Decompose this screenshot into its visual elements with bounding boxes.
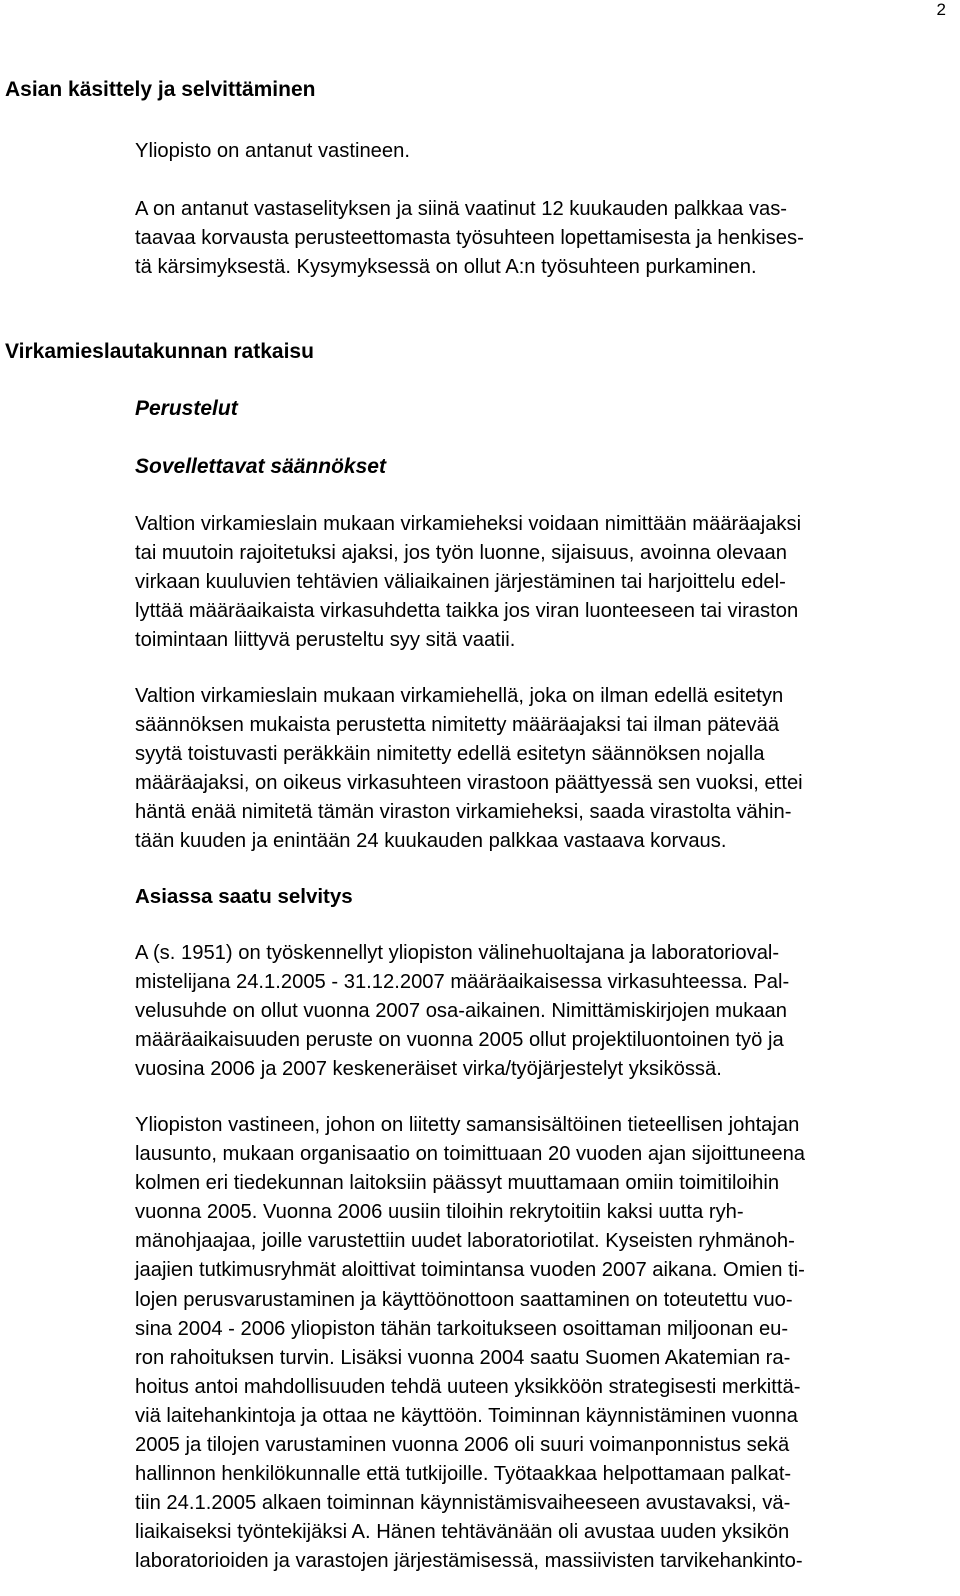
- text-line: säännöksen mukaista perustetta nimitetty määräajaksi tai ilman pätevää: [135, 714, 780, 737]
- text-line: ron rahoituksen turvin. Lisäksi vuonna 2004 saatu Suomen Akatemian ra-: [135, 1346, 791, 1369]
- paragraph-decision-2: [135, 682, 950, 857]
- text-line: lausunto, mukaan organisaatio on toimittuaan 20 vuoden ajan sijoittuneena: [135, 1143, 806, 1166]
- paragraph-decision-3: [135, 939, 950, 1084]
- text-line: vuosina 2006 ja 2007 keskeneräiset virka/työjärjestelyt yksikössä.: [135, 1058, 722, 1081]
- text-line: Yliopiston vastineen, johon on liitetty samansisältöinen tieteellisen johtajan: [135, 1114, 800, 1136]
- text-line: mänohjaajaa, joille varustettiin uudet laboratoriotilat. Kyseisten ryhmänoh-: [135, 1230, 795, 1253]
- text-line: määräajaksi, on oikeus virkasuhteen virastoon päättyessä sen vuoksi, ettei: [135, 772, 803, 795]
- paragraph-handling-1: [135, 137, 950, 166]
- page-number: 2: [936, 0, 946, 19]
- text-line: 2005 ja tilojen varustaminen vuonna 2006 oli suuri voimanponnistus sekä: [135, 1434, 790, 1457]
- section-heading-handling: Asian käsittely ja selvittäminen: [5, 78, 316, 101]
- text-line: lojen perusvarustaminen ja käyttöönottoon saattaminen on toteutettu vuo-: [135, 1288, 793, 1311]
- text-line: laboratorioiden ja varastojen järjestämisessä, massiivisten tarvikehankinto-: [135, 1550, 803, 1573]
- paragraph-decision-1: [135, 510, 950, 655]
- text-line: hoitus antoi mahdollisuuden tehdä uuteen yksikköön strategisesti merkittä-: [135, 1375, 801, 1398]
- text-line: Valtion virkamieslain mukaan virkamieheksi voidaan nimittään määräajaksi: [135, 513, 802, 535]
- text-line: lyttää määräaikaista virkasuhdetta taikka jos viran luonteeseen tai viraston: [135, 600, 799, 623]
- paragraph-handling-2: [135, 195, 950, 282]
- subheading-applicable-rules: Sovellettavat säännökset: [135, 455, 386, 478]
- text-line: sina 2004 - 2006 yliopiston tähän tarkoitukseen osoittaman miljoonan eu-: [135, 1317, 789, 1340]
- text-line: vuonna 2005. Vuonna 2006 uusiin tiloihin rekrytoitiin kaksi uutta ryh-: [135, 1201, 744, 1224]
- text-line: virkaan kuuluvien tehtävien väliaikainen järjestäminen tai harjoittelu edel-: [135, 571, 786, 594]
- text-line: mistelijana 24.1.2005 - 31.12.2007 määräaikaisessa virkasuhteessa. Pal-: [135, 971, 790, 994]
- text-line: tai muutoin rajoitetuksi ajaksi, jos työn luonne, sijaisuus, avoinna olevaan: [135, 542, 787, 565]
- text-line: määräaikaisuuden peruste on vuonna 2005 ollut projektiluontoinen työ ja: [135, 1029, 784, 1052]
- paragraph-decision-4: [135, 1111, 950, 1577]
- subheading-evidence: Asiassa saatu selvitys: [135, 885, 353, 908]
- text-line: hallinnon henkilökunnalle että tutkijoille. Työtaakkaa helpottamaan palkat-: [135, 1463, 792, 1486]
- text-line: tiin 24.1.2005 alkaen toiminnan käynnistämisvaiheeseen avustavaksi, vä-: [135, 1492, 791, 1515]
- text-line: syytä toistuvasti peräkkäin nimitetty edellä esitetyn säännöksen nojalla: [135, 743, 765, 766]
- text-line: tä kärsimyksestä. Kysymyksessä on ollut A:n työsuhteen purkaminen.: [135, 256, 757, 279]
- text-line: Yliopisto on antanut vastineen.: [135, 140, 410, 162]
- text-line: Valtion virkamieslain mukaan virkamiehellä, joka on ilman edellä esitetyn: [135, 685, 784, 707]
- text-line: A on antanut vastaselityksen ja siinä vaatinut 12 kuukauden palkkaa vas-: [135, 198, 788, 220]
- text-line: taavaa korvausta perusteettomasta työsuhteen lopettamisesta ja henkises-: [135, 227, 804, 250]
- text-line: A (s. 1951) on työskennellyt yliopiston välinehuoltajana ja laboratorioval-: [135, 942, 780, 964]
- text-line: viä laitehankintoja ja ottaa ne käyttöön. Toiminnan käynnistäminen vuonna: [135, 1404, 798, 1427]
- text-line: liaikaiseksi työntekijäksi A. Hänen tehtävänään oli avustaa uuden yksikön: [135, 1521, 790, 1544]
- text-line: häntä enää nimitetä tämän viraston virkamieheksi, saada virastolta vähin-: [135, 801, 792, 824]
- subheading-grounds: Perustelut: [135, 397, 238, 420]
- text-line: tään kuuden ja enintään 24 kuukauden palkkaa vastaava korvaus.: [135, 830, 727, 853]
- text-line: velusuhde on ollut vuonna 2007 osa-aikainen. Nimittämiskirjojen mukaan: [135, 1000, 787, 1023]
- text-line: kolmen eri tiedekunnan laitoksiin päässyt muuttamaan omiin toimitiloihin: [135, 1172, 780, 1195]
- section-heading-decision: Virkamieslautakunnan ratkaisu: [5, 340, 314, 363]
- text-line: toimintaan liittyvä perusteltu syy sitä vaatii.: [135, 629, 516, 652]
- text-line: jaajien tutkimusryhmät aloittivat toimintansa vuoden 2007 aikana. Omien ti-: [135, 1259, 805, 1282]
